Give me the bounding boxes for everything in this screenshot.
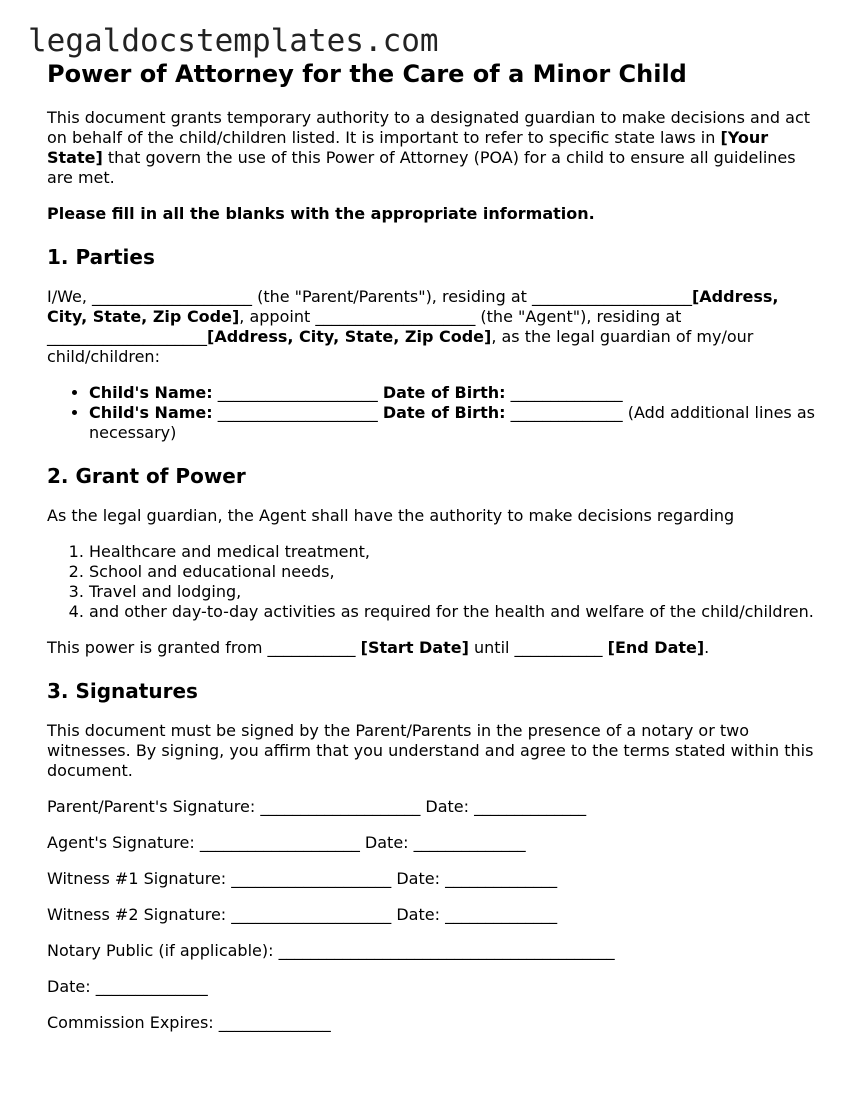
child-line xyxy=(89,383,817,403)
parties-p3: , as the legal guardian of my/our child/children: xyxy=(47,327,754,366)
until-text: until ___________ xyxy=(468,638,608,657)
powers-list xyxy=(47,542,817,622)
commission-expires-line: Commission Expires: ______________ xyxy=(47,1013,331,1032)
parent-address: [Address, City, State, Zip Code] xyxy=(47,287,779,326)
signatures-heading: 3. Signatures xyxy=(47,679,198,703)
child-name-label: Child's Name: xyxy=(89,383,213,402)
parties-heading: 1. Parties xyxy=(47,245,155,269)
witness1-signature-line: Witness #1 Signature: ____________________ Date: ______________ xyxy=(47,869,558,888)
parent-signature-line: Parent/Parent's Signature: ____________________ Date: ______________ xyxy=(47,797,587,816)
witness2-signature-line: Witness #2 Signature: ____________________ Date: ______________ xyxy=(47,905,558,924)
power-item: 2. School and educational needs, xyxy=(89,562,817,582)
document-page xyxy=(47,58,817,1033)
parties-paragraph xyxy=(47,287,817,367)
document-title: Power of Attorney for the Care of a Minor Child xyxy=(47,60,687,88)
children-list xyxy=(47,383,817,443)
signatures-paragraph: This document must be signed by the Parent/Parents in the presence of a notary or two witnesses. By signing, you affirm that you understand and agree to the terms stated within this document. xyxy=(47,721,814,780)
child-dob-label: Date of Birth: xyxy=(382,403,506,422)
period: . xyxy=(704,638,710,657)
child-dob-blank: ______________ xyxy=(505,383,623,402)
grant-paragraph: As the legal guardian, the Agent shall have the authority to make decisions regarding xyxy=(47,506,735,525)
from-text: This power is granted from ___________ xyxy=(47,638,361,657)
end-date-label: [End Date] xyxy=(607,638,705,657)
grant-heading: 2. Grant of Power xyxy=(47,464,246,488)
agent-signature-line: Agent's Signature: ____________________ Date: ______________ xyxy=(47,833,526,852)
intro-paragraph xyxy=(47,108,817,188)
intro-after: that govern the use of this Power of Attorney (POA) for a child to ensure all guidelines are met. xyxy=(47,148,796,187)
child-name-blank: ____________________ xyxy=(212,383,383,402)
power-dates xyxy=(47,638,817,658)
agent-address: [Address, City, State, Zip Code] xyxy=(207,327,492,346)
notary-date-line: Date: ______________ xyxy=(47,977,208,996)
child-name-label: Child's Name: xyxy=(89,403,213,422)
power-item: 4. and other day-to-day activities as required for the health and welfare of the child/children. xyxy=(89,602,817,622)
power-item: 3. Travel and lodging, xyxy=(89,582,817,602)
child-name-blank: ____________________ xyxy=(212,403,383,422)
parties-p1: I/We, ____________________ (the "Parent/Parents"), residing at ____________________ xyxy=(47,287,692,306)
fill-instruction: Please fill in all the blanks with the appropriate information. xyxy=(47,204,595,223)
child-dob-label: Date of Birth: xyxy=(382,383,506,402)
child-dob-blank: ______________ xyxy=(505,403,623,422)
watermark: legaldocstemplates.com xyxy=(28,23,439,59)
notary-line: Notary Public (if applicable): __________________________________________ xyxy=(47,941,615,960)
child-note: (Add additional lines as necessary) xyxy=(89,403,815,442)
start-date-label: [Start Date] xyxy=(360,638,469,657)
intro-before: This document grants temporary authority to a designated guardian to make decisions and act on behalf of the child/children listed. It is important to refer to specific state laws in xyxy=(47,108,811,147)
power-item: 1. Healthcare and medical treatment, xyxy=(89,542,817,562)
child-line xyxy=(89,403,817,443)
parties-p2: , appoint ____________________ (the "Agent"), residing at ____________________ xyxy=(47,307,682,346)
intro-state: [Your State] xyxy=(47,128,769,167)
